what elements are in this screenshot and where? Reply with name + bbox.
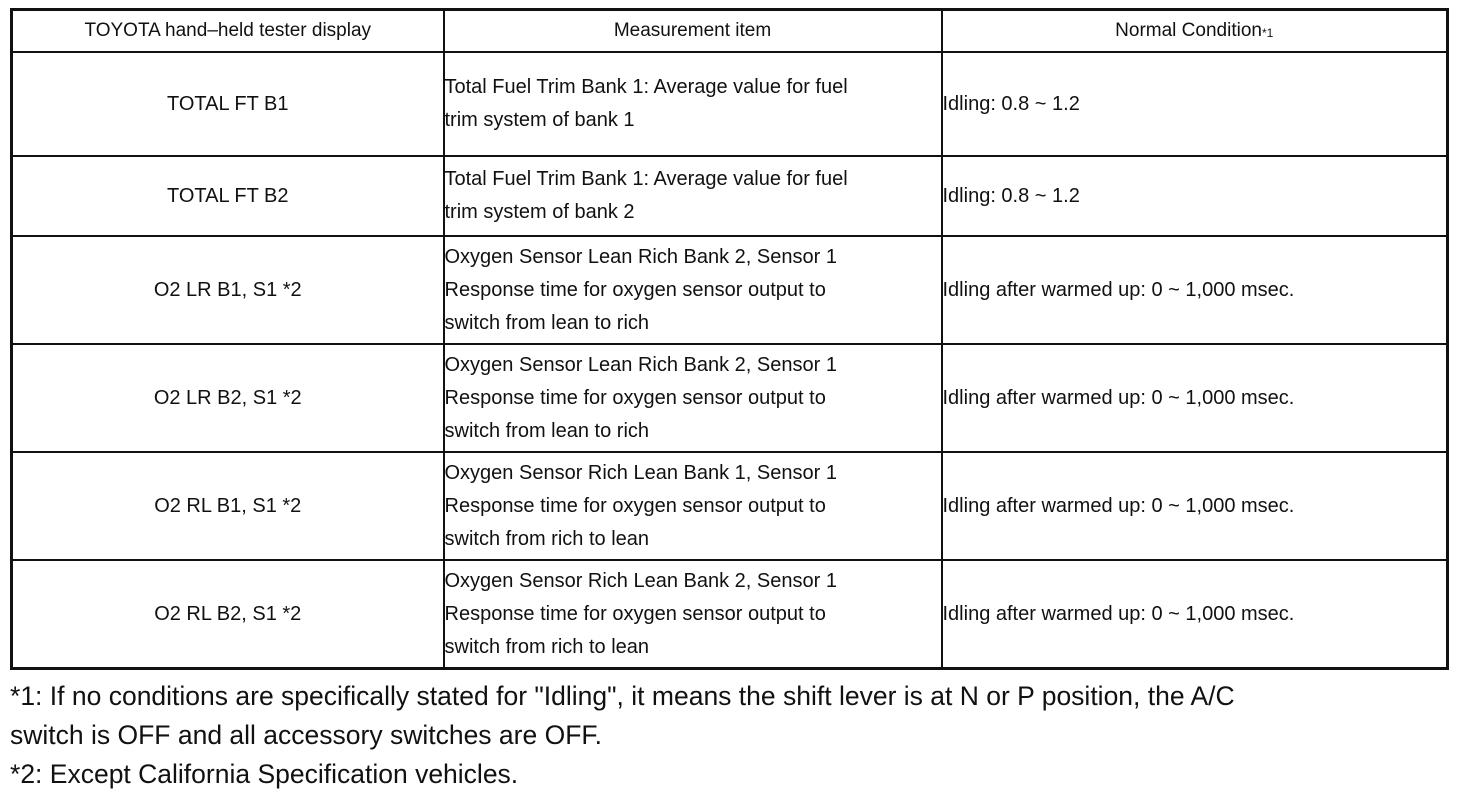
measurement-line: Total Fuel Trim Bank 1: Average value for fuel	[444, 168, 848, 190]
cell-measurement	[444, 452, 942, 560]
measurement-line: Response time for oxygen sensor output to	[444, 386, 826, 409]
footnote-1-line-1: *1: If no conditions are specifically stated for "Idling", it means the shift lever is at N or P position, the A/C	[10, 681, 1235, 711]
measurement-line: switch from rich to lean	[444, 527, 650, 550]
header-condition-label: Normal Condition	[1115, 20, 1262, 41]
table-header-row	[12, 10, 1448, 53]
table-row	[12, 52, 1448, 156]
cell-display: O2 LR B1, S1 *2	[12, 236, 444, 344]
data-list-table	[10, 8, 1449, 670]
header-measurement-label: Measurement item	[613, 20, 772, 41]
cell-condition: Idling after warmed up: 0 ~ 1,000 msec.	[942, 236, 1448, 344]
header-condition	[942, 10, 1448, 53]
footnote-2: *2: Except California Specification vehicles.	[10, 759, 519, 789]
cell-display: TOTAL FT B1	[12, 52, 444, 156]
cell-measurement	[444, 156, 942, 236]
measurement-line: Response time for oxygen sensor output to	[444, 278, 826, 301]
cell-display: O2 RL B1, S1 *2	[12, 452, 444, 560]
header-measurement	[444, 10, 942, 53]
footnotes	[10, 677, 1450, 794]
table-row	[12, 236, 1448, 344]
measurement-line: switch from rich to lean	[444, 635, 650, 658]
header-condition-footnote-mark: *1	[1261, 26, 1274, 40]
measurement-line: Response time for oxygen sensor output to	[444, 494, 826, 517]
cell-display: O2 LR B2, S1 *2	[12, 344, 444, 452]
cell-display: TOTAL FT B2	[12, 156, 444, 236]
header-display	[12, 10, 444, 53]
header-display-label: TOYOTA hand–held tester display	[84, 20, 372, 41]
measurement-line: Oxygen Sensor Rich Lean Bank 2, Sensor 1	[444, 569, 837, 592]
cell-measurement	[444, 560, 942, 669]
cell-condition: Idling after warmed up: 0 ~ 1,000 msec.	[942, 560, 1448, 669]
table-row	[12, 560, 1448, 669]
measurement-line: Oxygen Sensor Lean Rich Bank 2, Sensor 1	[444, 245, 837, 268]
measurement-line: trim system of bank 2	[444, 201, 635, 223]
table-row	[12, 156, 1448, 236]
measurement-line: Oxygen Sensor Rich Lean Bank 1, Sensor 1	[444, 461, 837, 484]
cell-condition: Idling: 0.8 ~ 1.2	[942, 52, 1448, 156]
cell-condition: Idling after warmed up: 0 ~ 1,000 msec.	[942, 452, 1448, 560]
measurement-line: trim system of bank 1	[444, 109, 635, 131]
measurement-line: Response time for oxygen sensor output to	[444, 602, 826, 625]
footnote-1-line-2: switch is OFF and all accessory switches are OFF.	[10, 720, 602, 750]
cell-measurement	[444, 236, 942, 344]
table-row	[12, 452, 1448, 560]
document-page	[10, 8, 1446, 794]
cell-display: O2 RL B2, S1 *2	[12, 560, 444, 669]
measurement-line: Total Fuel Trim Bank 1: Average value for fuel	[444, 76, 848, 98]
cell-condition: Idling after warmed up: 0 ~ 1,000 msec.	[942, 344, 1448, 452]
cell-measurement	[444, 344, 942, 452]
measurement-line: switch from lean to rich	[444, 311, 650, 334]
measurement-line: switch from lean to rich	[444, 419, 650, 442]
measurement-line: Oxygen Sensor Lean Rich Bank 2, Sensor 1	[444, 353, 837, 376]
cell-measurement	[444, 52, 942, 156]
cell-condition: Idling: 0.8 ~ 1.2	[942, 156, 1448, 236]
table-row	[12, 344, 1448, 452]
